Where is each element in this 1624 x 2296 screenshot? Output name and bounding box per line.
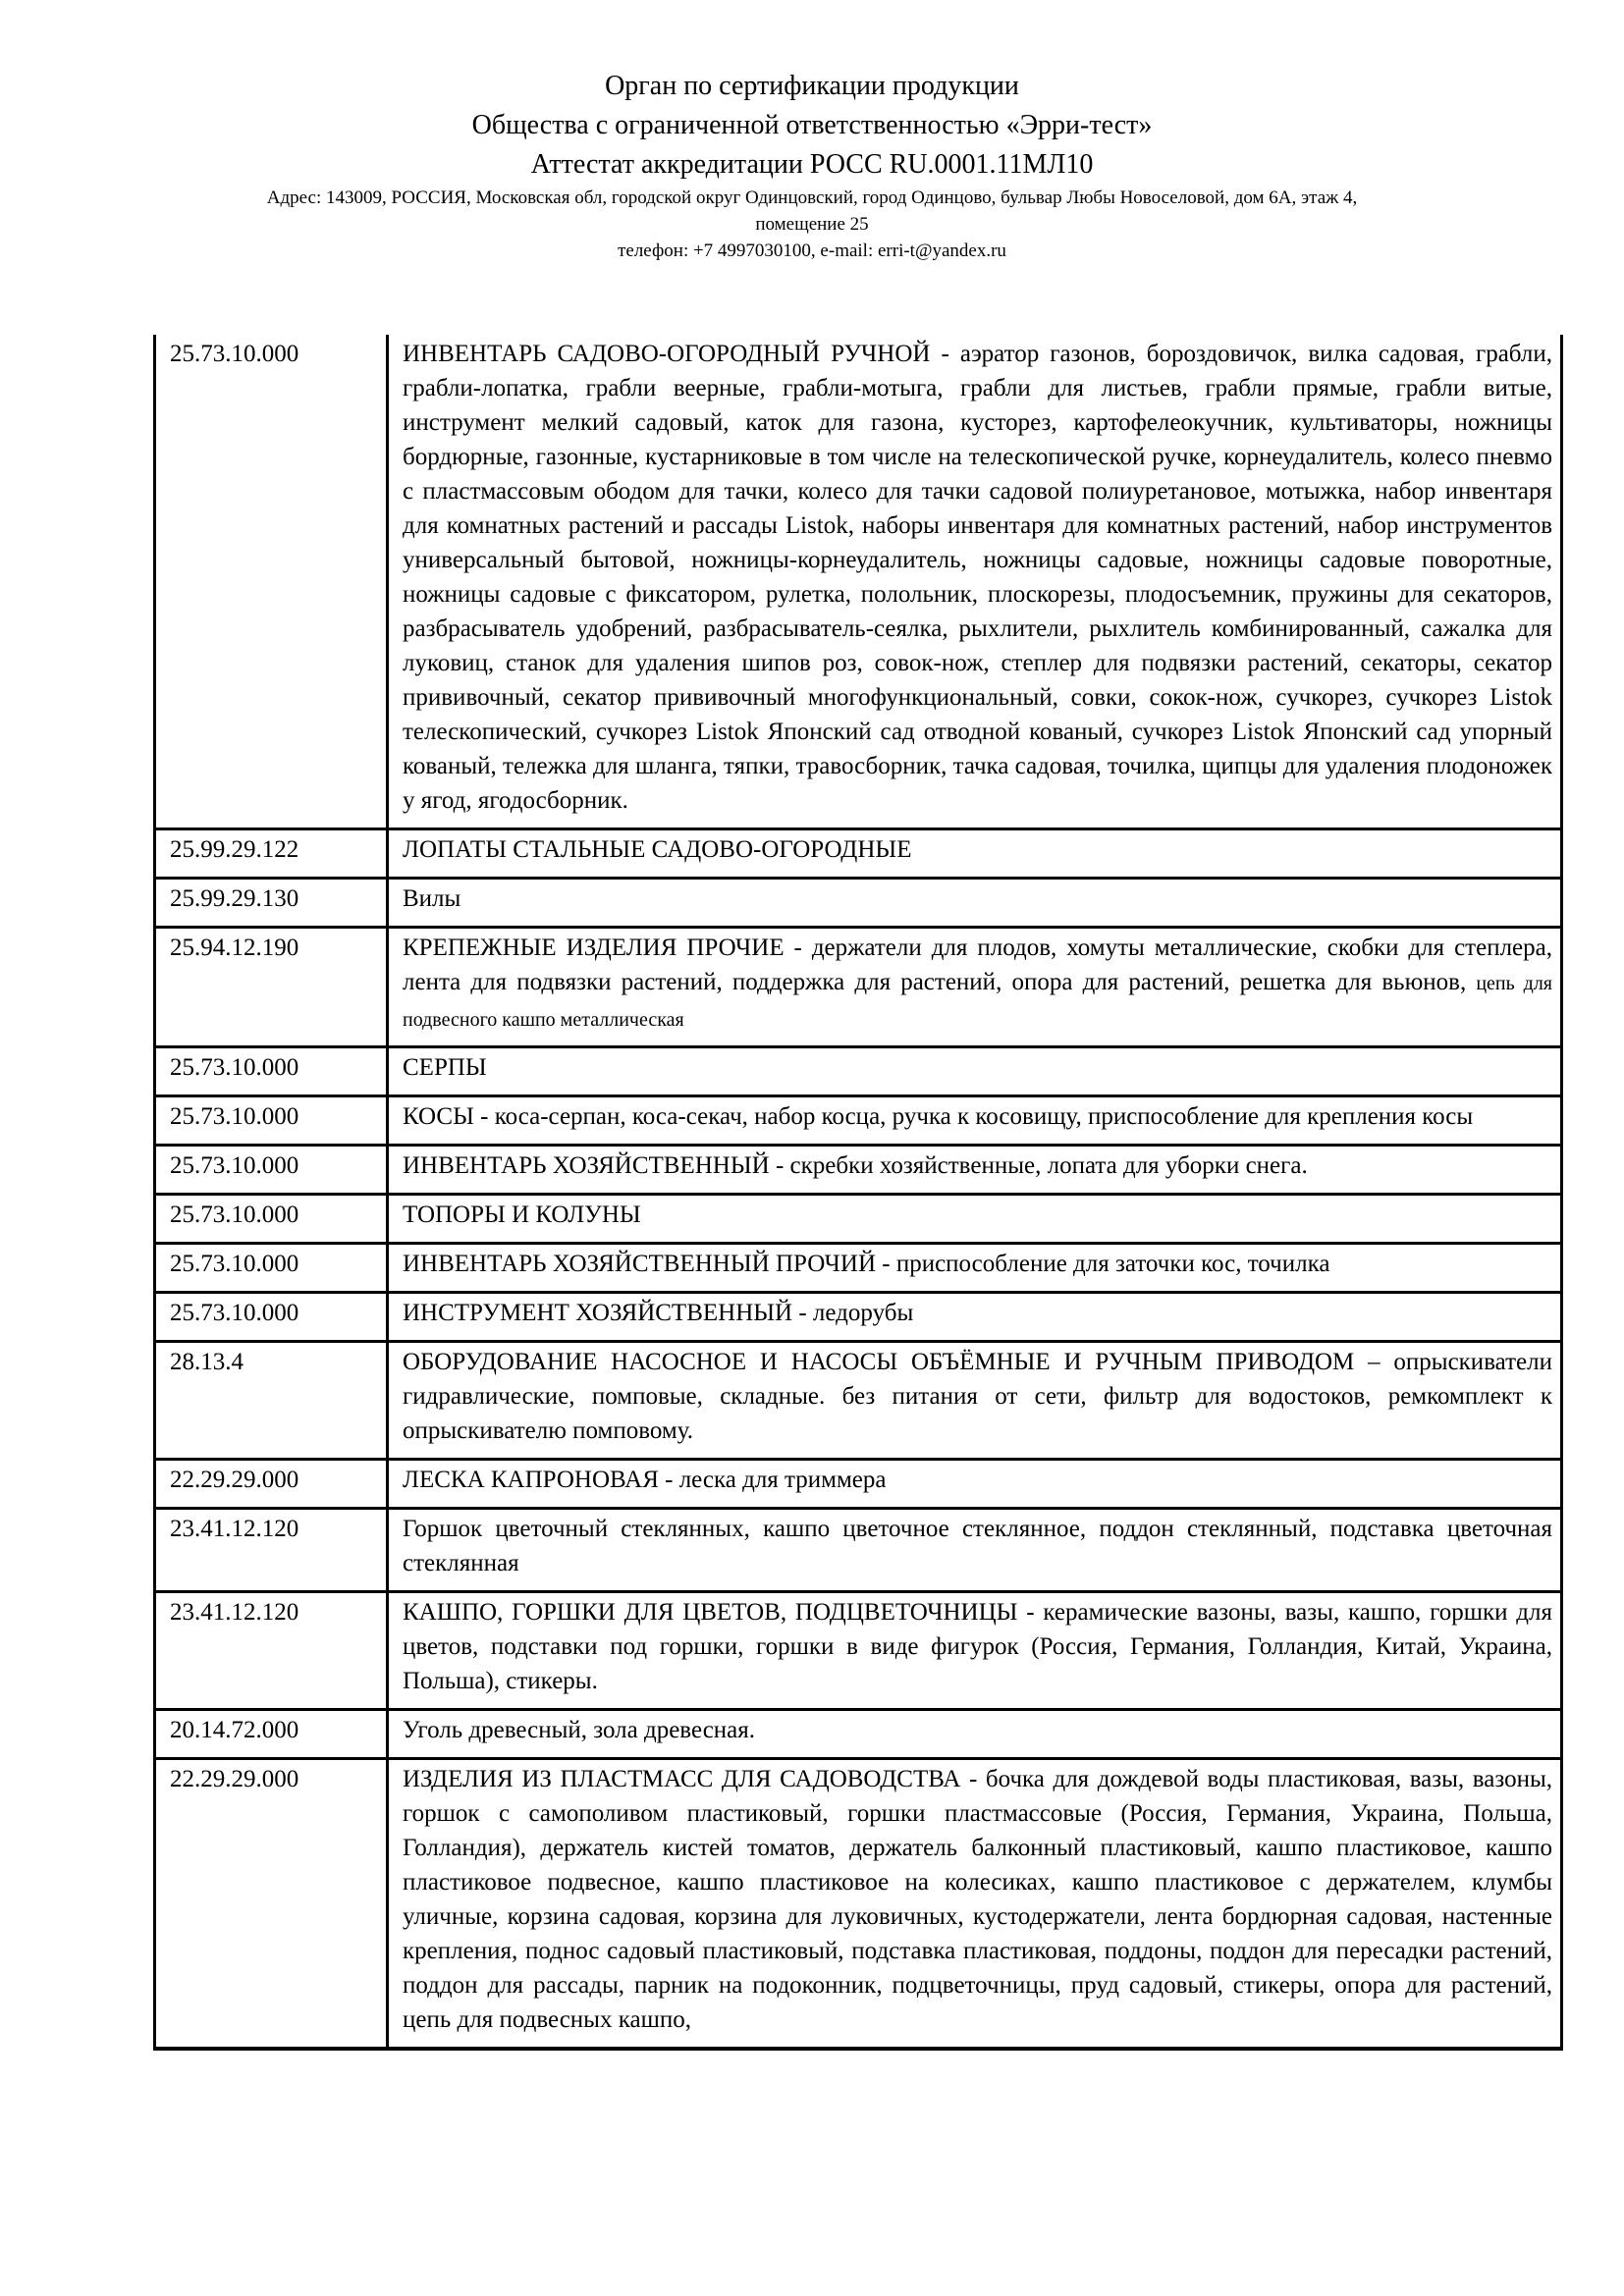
product-description-cell	[389, 1048, 1560, 1095]
product-items-text: - ледорубы	[792, 1300, 914, 1326]
table-row	[156, 1147, 1560, 1196]
product-description-cell	[389, 1196, 1560, 1242]
table-row	[156, 1510, 1560, 1593]
product-description-cell	[389, 1245, 1560, 1291]
product-code-cell: 25.73.10.000	[156, 1147, 389, 1193]
product-items-text: - приспособление для заточки кос, точилка	[876, 1251, 1330, 1277]
product-code-cell: 23.41.12.120	[156, 1593, 389, 1708]
product-group-title: ИНВЕНТАРЬ ХОЗЯЙСТВЕННЫЙ	[403, 1152, 770, 1179]
product-description-cell	[389, 1711, 1560, 1757]
product-items-text: - аэратор газонов, бороздовичок, вилка садовая, грабли, грабли-лопатка, грабли веерные, грабли-мотыга, грабли для листьев, грабли прямые, грабли витые, инструмент мелкий садовый, каток для газона, кусторез, картофелеокучник, культиваторы, ножницы бордюрные, газонные, кустарниковые в том числе на телескопической ручке, корнеудалитель, колесо пневмо с пластмассовым ободом для тачки, колесо для тачки садовой полиуретановое, мотыжка, набор инвентаря для комнатных растений и рассады Listok, наборы инвентаря для комнатных растений, набор инструментов универсальный бытовой, ножницы-корнеудалитель, ножницы садовые, ножницы садовые поворотные, ножницы садовые с фиксатором, рулетка, полольник, плоскорезы, плодосъемник, пружины для секаторов, разбрасыватель удобрений, разбрасыватель-сеялка, рыхлители, рыхлитель комбинированный, сажалка для луковиц, станок для удаления шипов роз, совок-нож, степлер для подвязки растений, секаторы, секатор прививочный, секатор прививочный многофункциональный, совки, сокок-нож, сучкорез, сучкорез Listok телескопический, сучкорез Listok Японский сад отводной кованый, сучкорез Listok Японский сад упорный кованый, тележка для шланга, тяпки, травосборник, тачка садовая, точилка, щипцы для удаления плодоножек у ягод, ягодосборник.	[403, 341, 1552, 814]
product-group-title: ИНВЕНТАРЬ САДОВО-ОГОРОДНЫЙ РУЧНОЙ	[403, 341, 931, 367]
product-group-title: ЛЕСКА КАПРОНОВАЯ	[403, 1467, 659, 1493]
table-row	[156, 1294, 1560, 1343]
document-header	[0, 0, 1624, 264]
product-group-title: ТОПОРЫ И КОЛУНЫ	[403, 1201, 641, 1228]
product-group-title: СЕРПЫ	[403, 1054, 487, 1081]
header-accreditation-line: Аттестат аккредитации РОСС RU.0001.11МЛ10	[530, 149, 1094, 180]
product-description-cell	[389, 1593, 1560, 1708]
product-code-cell: 25.73.10.000	[156, 335, 389, 828]
product-items-text: - скребки хозяйственные, лопата для уборки снега.	[769, 1152, 1308, 1179]
table-row	[156, 1196, 1560, 1245]
table-row	[156, 880, 1560, 929]
product-code-cell: 25.94.12.190	[156, 929, 389, 1045]
products-table	[153, 335, 1563, 2051]
table-row	[156, 1461, 1560, 1510]
product-code-cell: 22.29.29.000	[156, 1461, 389, 1507]
product-items-text: Уголь древесный, зола древесная.	[403, 1717, 756, 1743]
product-code-cell: 28.13.4	[156, 1343, 389, 1458]
product-code-cell: 25.73.10.000	[156, 1245, 389, 1291]
product-code-cell: 25.73.10.000	[156, 1048, 389, 1095]
header-contacts: телефон: +7 4997030100, e-mail: erri-t@yandex.ru	[618, 240, 1006, 261]
header-address-line1: Адрес: 143009, РОССИЯ, Московская обл, городской округ Одинцовский, город Одинцово, бульвар Любы Новоселовой, дом 6А, этаж 4,	[266, 187, 1358, 208]
product-code-cell: 22.29.29.000	[156, 1760, 389, 2047]
product-description-cell	[389, 1510, 1560, 1590]
product-items-small-text: цепь для подвесного кашпо металлическая	[403, 973, 1552, 1031]
product-items-text: - керамические вазоны, вазы, кашпо, горшки для цветов, подставки под горшки, горшки в виде фигурок (Россия, Германия, Голландия, Китай, Украина, Польша), стикеры.	[403, 1599, 1552, 1694]
header-org-line: Орган по сертификации продукции	[605, 71, 1019, 101]
product-code-cell: 23.41.12.120	[156, 1510, 389, 1590]
product-code-cell: 20.14.72.000	[156, 1711, 389, 1757]
table-row	[156, 1343, 1560, 1461]
product-items-text: Горшок цветочный стеклянных, кашпо цветочное стеклянное, поддон стеклянный, подставка цветочная стеклянная	[403, 1516, 1552, 1576]
product-description-cell	[389, 929, 1560, 1045]
product-description-cell	[389, 1343, 1560, 1458]
product-code-cell: 25.73.10.000	[156, 1097, 389, 1144]
table-row	[156, 830, 1560, 880]
product-description-cell	[389, 1294, 1560, 1340]
product-description-cell	[389, 1461, 1560, 1507]
table-row	[156, 1760, 1560, 2047]
header-address-line2: помещение 25	[755, 214, 869, 235]
product-group-title: КОСЫ	[403, 1103, 474, 1130]
product-items-text: - бочка для дождевой воды пластиковая, вазы, вазоны, горшок с самополивом пластиковый, горшки пластмассовые (Россия, Германия, Украина, Польша, Голландия), держатель кистей томатов, держатель балконный пластиковый, кашпо пластиковое, кашпо пластиковое подвесное, кашпо пластиковое на колесиках, кашпо пластиковое с держателем, клумбы уличные, корзина садовая, корзина для луковичных, кустодержатели, лента бордюрная садовая, настенные крепления, поднос садовый пластиковый, подставка пластиковая, поддоны, поддон для пересадки растений, поддон для рассады, парник на подоконник, подцветочницы, пруд садовый, стикеры, опора для растений, цепь для подвесных кашпо,	[403, 1766, 1552, 2033]
product-code-cell: 25.99.29.122	[156, 830, 389, 877]
header-company-line: Общества с ограниченной ответственностью «Эрри-тест»	[471, 110, 1153, 140]
product-description-cell	[389, 830, 1560, 877]
product-description-cell	[389, 335, 1560, 828]
product-items-text: Вилы	[403, 885, 461, 912]
table-row	[156, 1048, 1560, 1097]
product-description-cell	[389, 1147, 1560, 1193]
product-items-text: - леска для триммера	[658, 1467, 887, 1493]
product-group-title: ИЗДЕЛИЯ ИЗ ПЛАСТМАСС ДЛЯ САДОВОДСТВА	[403, 1766, 961, 1792]
product-group-title: КАШПО, ГОРШКИ ДЛЯ ЦВЕТОВ, ПОДЦВЕТОЧНИЦЫ	[403, 1599, 1018, 1626]
table-row	[156, 335, 1560, 830]
product-items-text: опрыскиватели гидравлические, помповые, складные. без питания от сети, фильтр для водостоков, ремкомплект к опрыскивателю помповому.	[403, 1349, 1552, 1444]
table-row	[156, 1097, 1560, 1147]
product-code-cell: 25.99.29.130	[156, 880, 389, 926]
product-code-cell: 25.73.10.000	[156, 1196, 389, 1242]
product-group-title: ОБОРУДОВАНИЕ НАСОСНОЕ И НАСОСЫ ОБЪЁМНЫЕ И РУЧНЫМ ПРИВОДОМ –	[403, 1349, 1380, 1375]
product-group-title: КРЕПЕЖНЫЕ ИЗДЕЛИЯ ПРОЧИЕ	[403, 934, 785, 961]
table-row	[156, 1593, 1560, 1711]
product-description-cell	[389, 1760, 1560, 2047]
product-items-text: - держатели для плодов, хомуты металлические, скобки для степлера, лента для подвязки растений, поддержка для растений, опора для растений, решетка для вьюнов,	[403, 934, 1552, 995]
product-description-cell	[389, 880, 1560, 926]
table-row	[156, 1711, 1560, 1760]
product-items-text: - коса-серпан, коса-секач, набор косца, ручка к косовищу, приспособление для крепления косы	[473, 1103, 1474, 1130]
table-row	[156, 1245, 1560, 1294]
table-row	[156, 929, 1560, 1048]
product-group-title: ИНВЕНТАРЬ ХОЗЯЙСТВЕННЫЙ ПРОЧИЙ	[403, 1251, 876, 1277]
product-description-cell	[389, 1097, 1560, 1144]
product-group-title: ИНСТРУМЕНТ ХОЗЯЙСТВЕННЫЙ	[403, 1300, 793, 1326]
product-group-title: ЛОПАТЫ СТАЛЬНЫЕ САДОВО-ОГОРОДНЫЕ	[403, 836, 912, 863]
product-code-cell: 25.73.10.000	[156, 1294, 389, 1340]
